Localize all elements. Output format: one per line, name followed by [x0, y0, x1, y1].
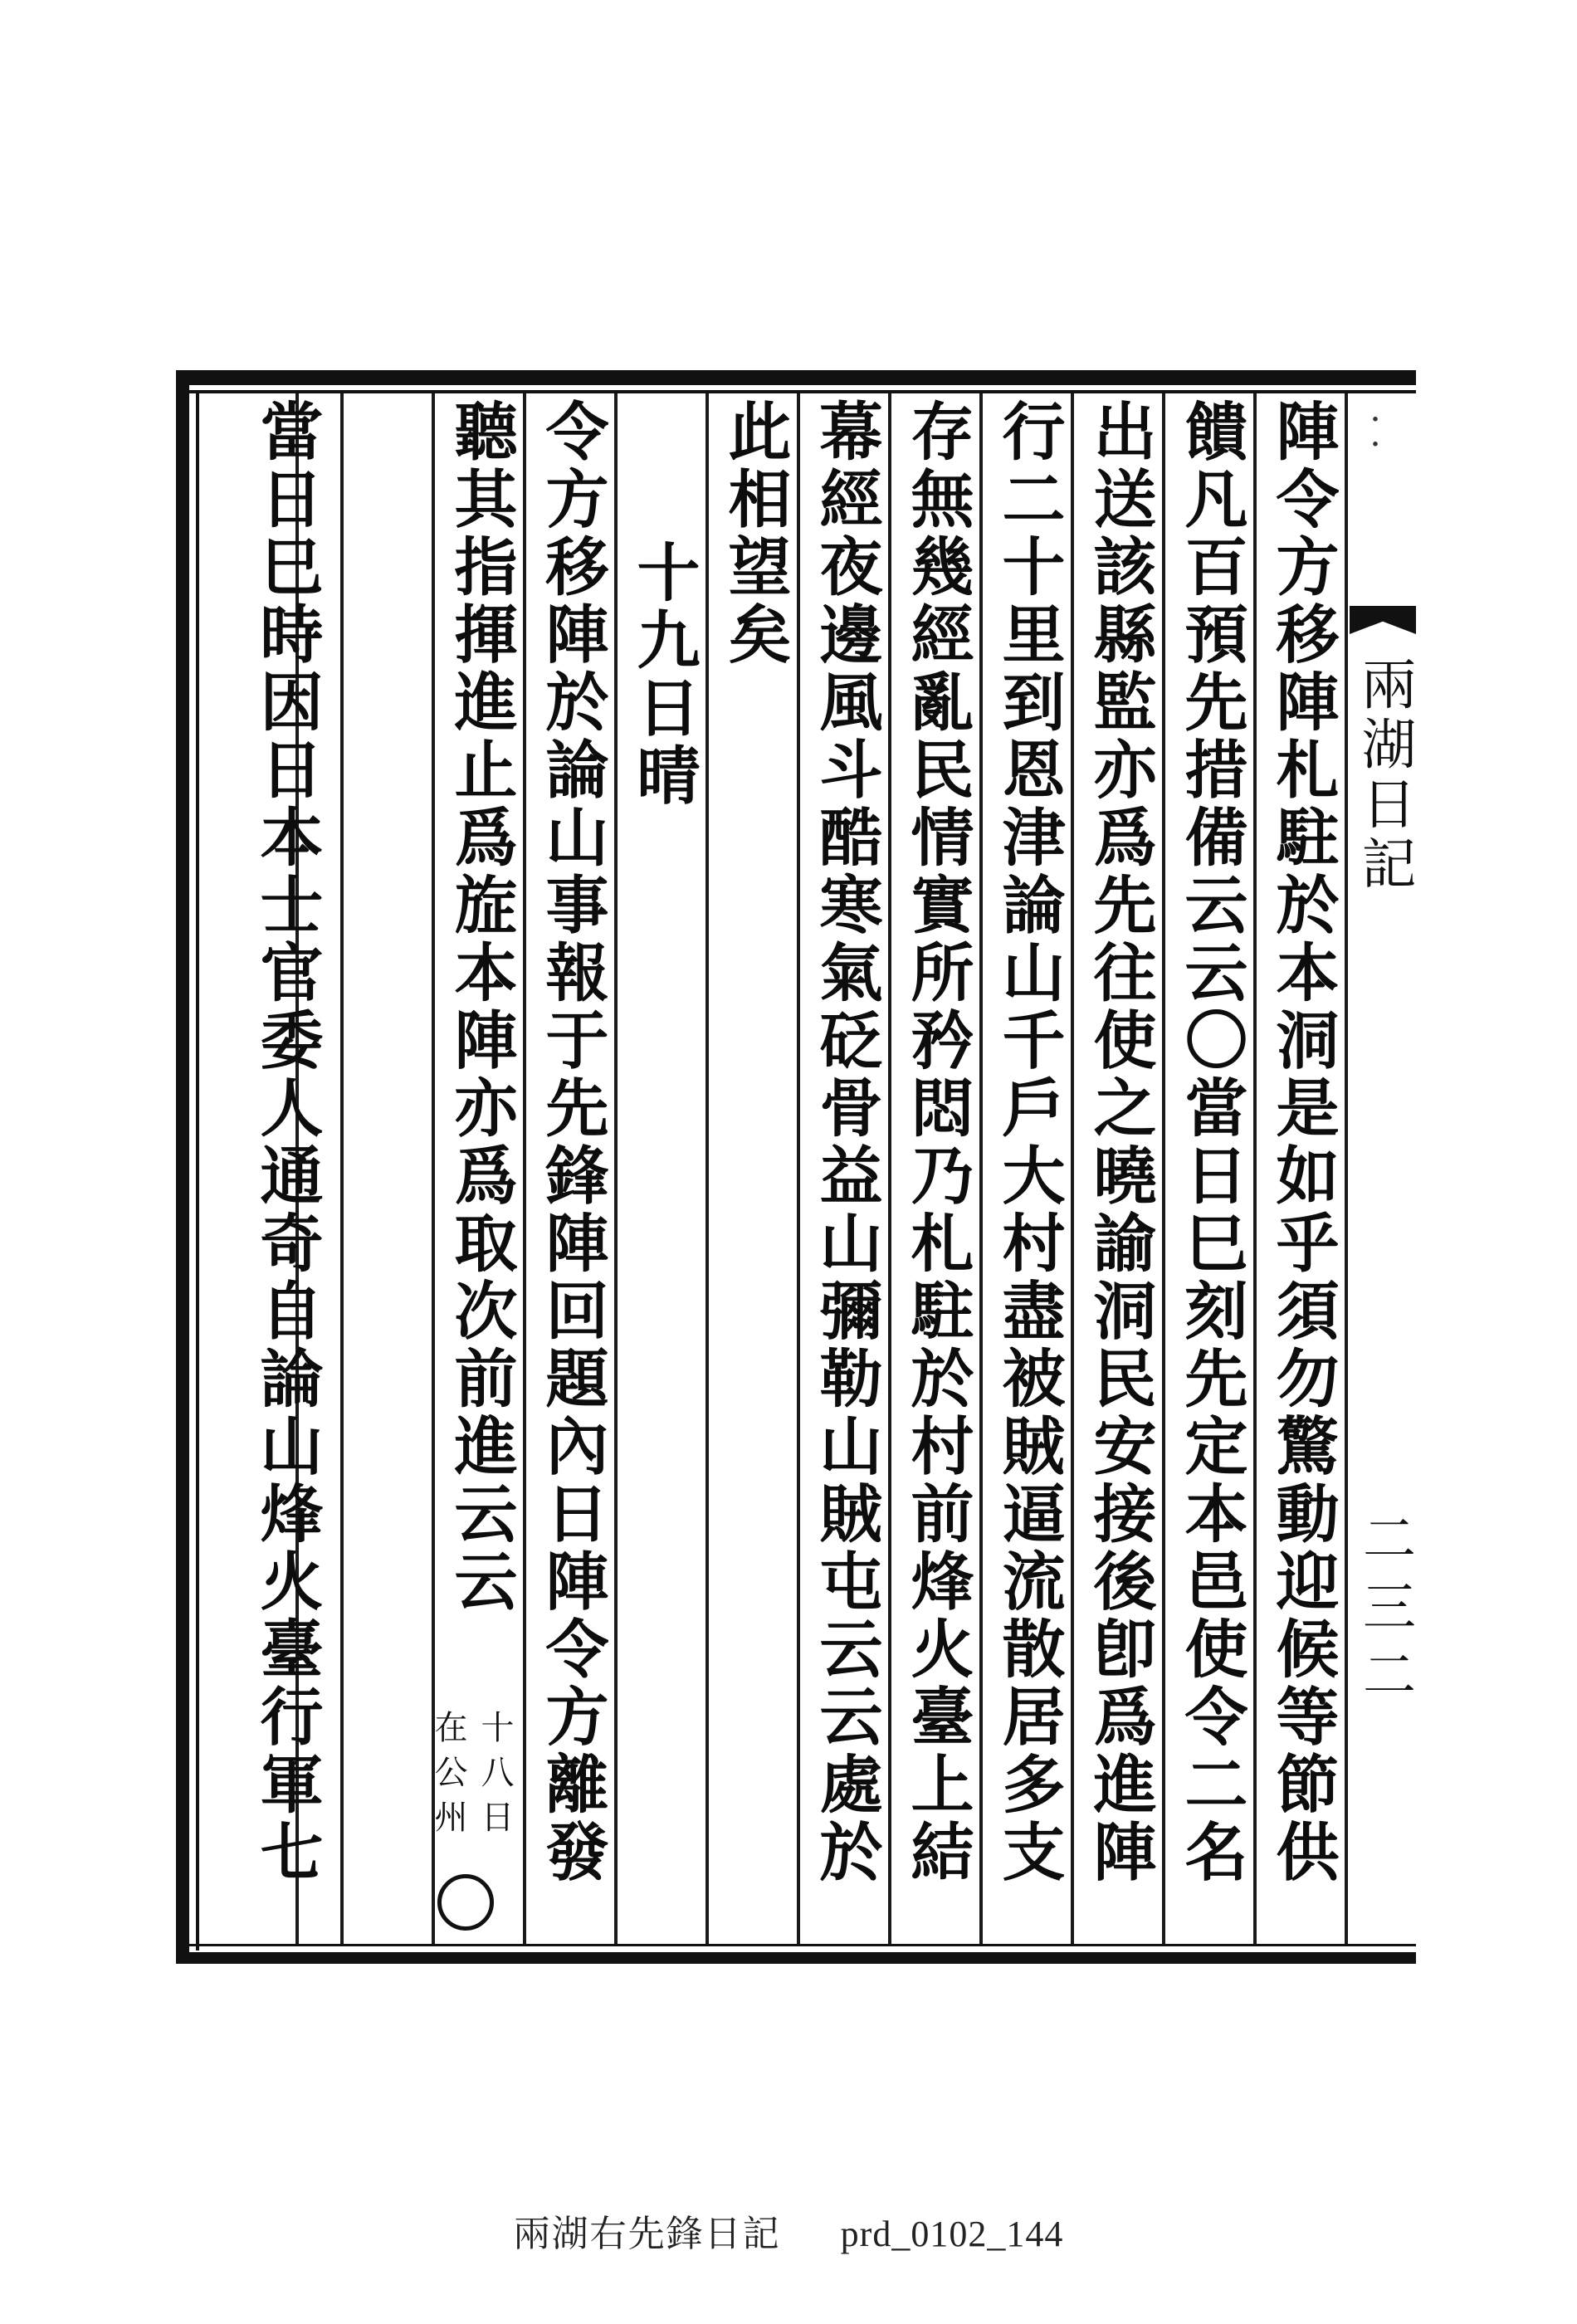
frame-left-rule	[176, 370, 189, 1964]
frame-top-inner-rule	[176, 390, 1416, 393]
text-column: 幕經夜邊風斗酷寒氣砭骨益山彌勒山賊屯云云處於	[809, 398, 883, 1887]
margin-book-title: 兩湖日記	[1352, 656, 1416, 895]
text-column: 存無幾經亂民情實所矜悶乃札駐於村前烽火臺上結	[901, 398, 974, 1887]
text-column: 聽其指揮進止爲㫌本陣亦爲取次前進云云	[444, 398, 518, 1616]
column-divider	[340, 393, 344, 1944]
frame-left-inner-rule	[196, 390, 199, 1950]
text-column: 饋凡百預先措備云云〇當日巳刻先定本邑使令二名	[1174, 398, 1248, 1887]
text-column: 此相望矣	[718, 398, 792, 669]
interlinear-note-date: 十八日	[476, 1710, 514, 1844]
text-column: 出送該縣監亦爲先往使之曉諭洞民安接後卽爲進陣	[1083, 398, 1157, 1887]
interlinear-note-place: 在公州	[429, 1710, 467, 1844]
text-column: 陣令方移陣札駐於本洞是如乎須勿驚動迎候等節供	[1266, 398, 1340, 1887]
text-column: 令方移陣於論山事報于先鋒陣回題內日陣令方離發	[535, 398, 609, 1887]
footer-title: 兩湖右先鋒日記	[513, 2213, 781, 2255]
page-footer	[0, 2204, 1577, 2257]
frame-bottom-rule	[176, 1952, 1416, 1964]
date-heading: 十九日晴	[627, 540, 701, 810]
footer-code: prd_0102_144	[840, 2214, 1064, 2254]
text-column: 當日巳時因日本士官委人通奇自論山烽火臺行軍七	[250, 398, 324, 1887]
text-column: 行二十里到恩津論山千戶大村盡被賊逼流散居多支	[992, 398, 1066, 1887]
circle-mark	[437, 1874, 494, 1931]
margin-dot-marks: ・・	[1358, 407, 1387, 456]
frame-bottom-inner-rule	[176, 1944, 1416, 1946]
frame-top-rule	[176, 370, 1416, 385]
margin-page-number: 二三二	[1354, 1511, 1415, 1715]
